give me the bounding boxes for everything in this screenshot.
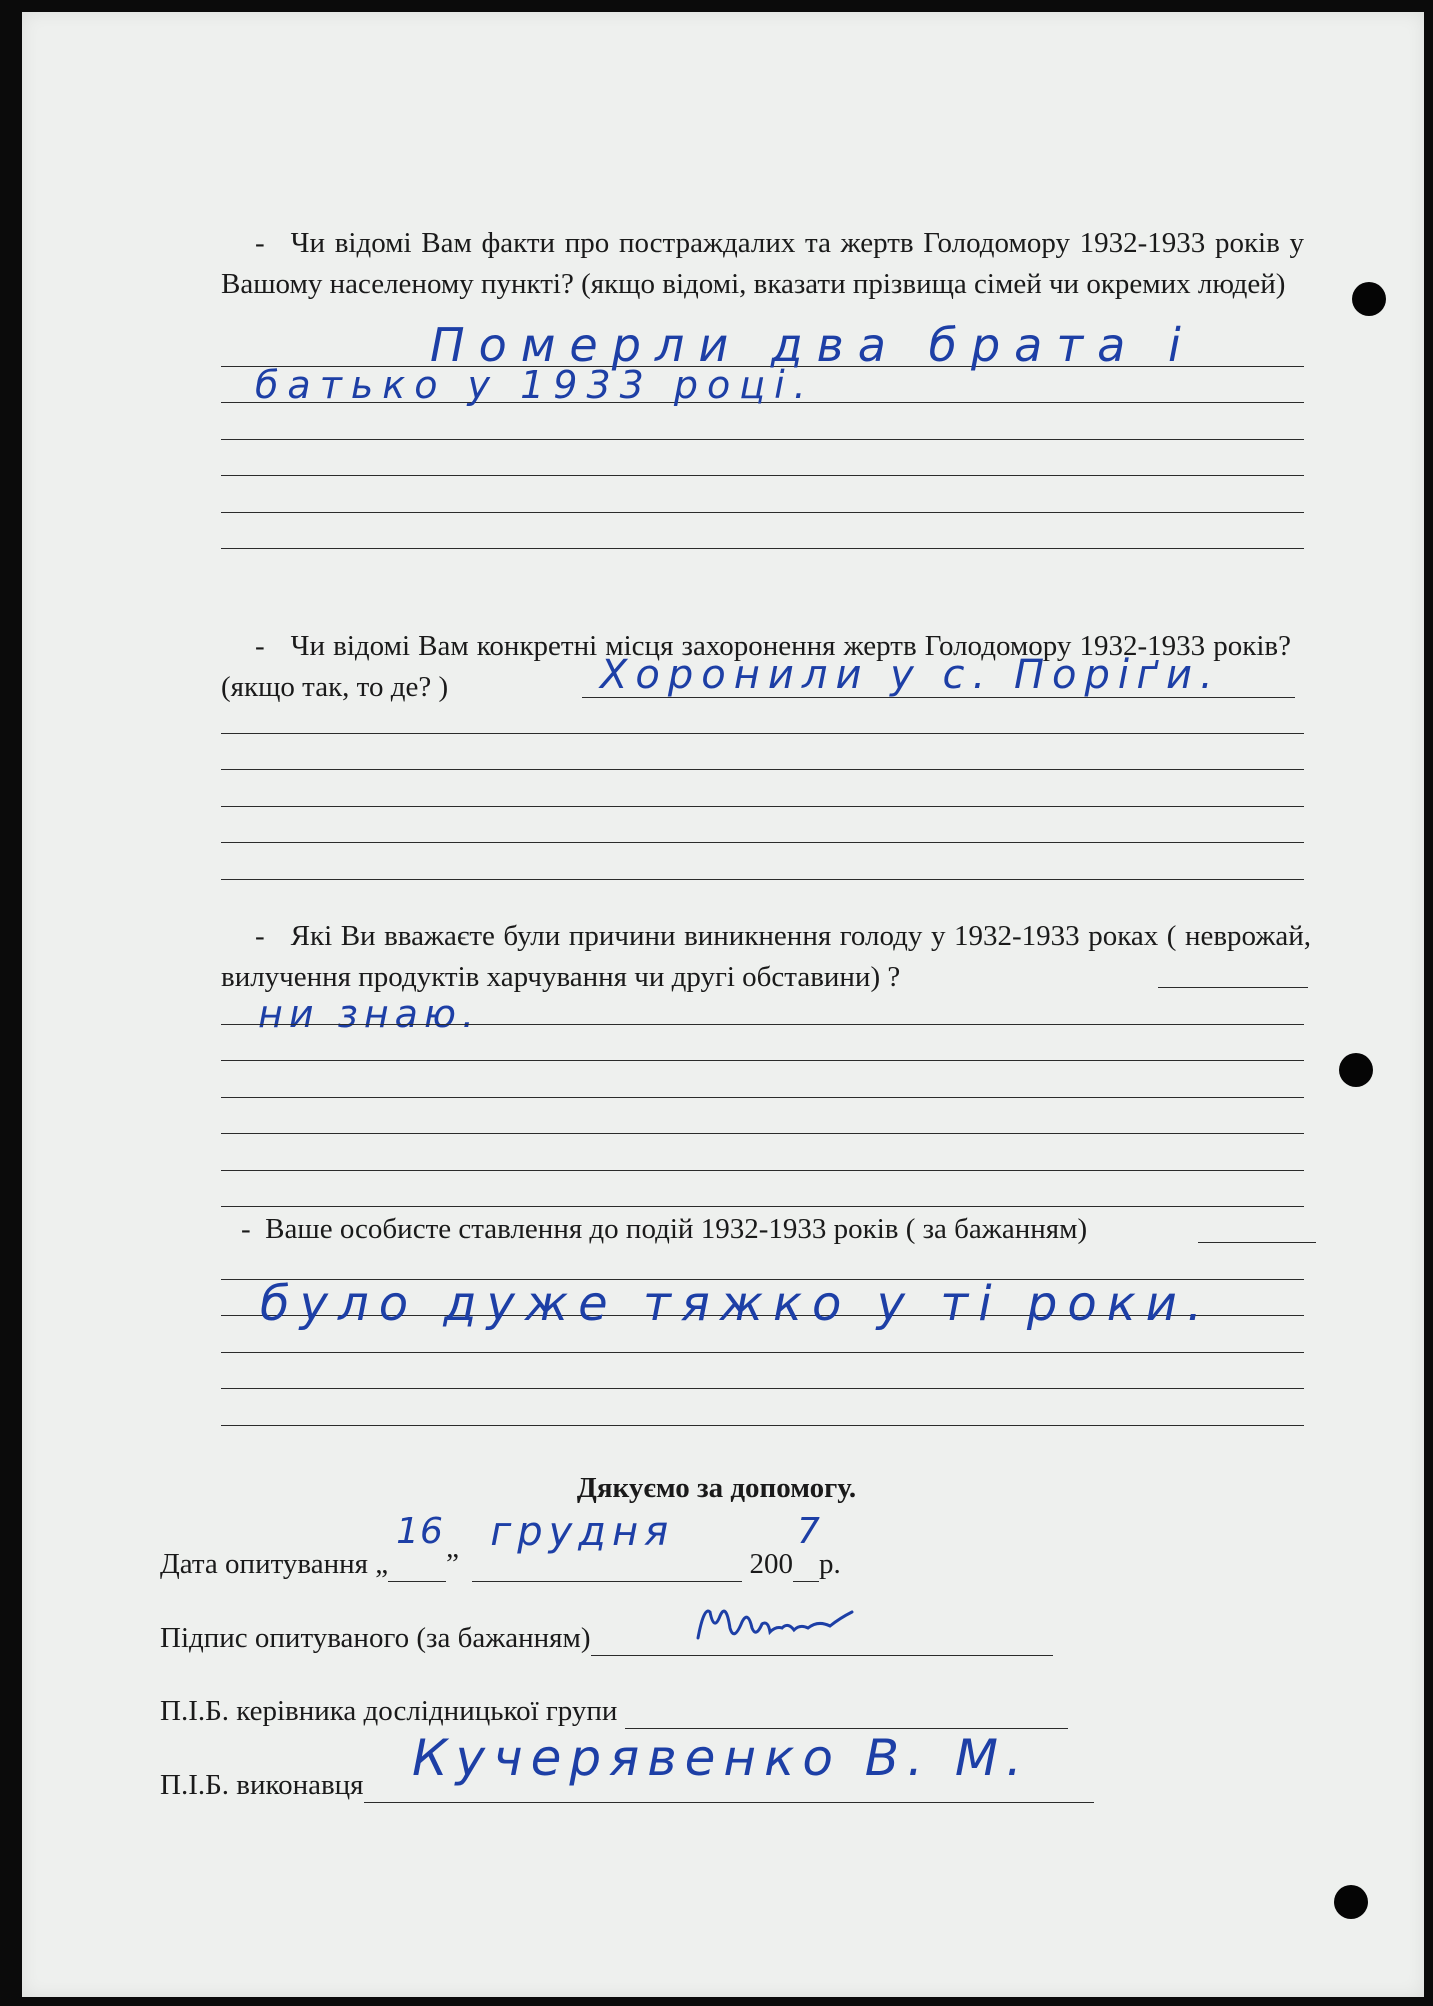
survey-date-label: Дата опитування: [160, 1548, 368, 1580]
answer-inline-line: [1198, 1242, 1316, 1243]
answer-line: [221, 733, 1304, 734]
answer-line: [221, 1388, 1304, 1389]
survey-date-day: 16: [396, 1511, 444, 1552]
question-2: - Чи відомі Вам конкретні місця захоронення жертв Голодомору 1932-1933 років? (якщо так, то де? ): [221, 630, 1291, 703]
research-leader-row: [160, 1695, 1068, 1729]
answer-line: [221, 1097, 1304, 1098]
punch-hole-top: [1352, 282, 1386, 316]
answer-line: [221, 1024, 1304, 1025]
survey-date-year-digit: 7: [796, 1511, 820, 1552]
q4-handwritten-answer: було дуже тяжко у ті роки.: [260, 1276, 1213, 1332]
answer-inline-line: [1158, 987, 1308, 988]
survey-date-day-field: [388, 1511, 446, 1582]
survey-date-month: грудня: [490, 1509, 675, 1555]
survey-date-month-field: [472, 1509, 742, 1582]
answer-line: [221, 548, 1304, 549]
question-4-text: Ваше особисте ставлення до подій 1932-1933 років ( за бажанням): [265, 1213, 1088, 1245]
q1-handwritten-answer-line1: Померли два брата і: [430, 318, 1195, 372]
answer-line: [221, 439, 1304, 440]
answer-line: [221, 1060, 1304, 1061]
respondent-signature-row: [160, 1622, 1053, 1656]
punch-hole-bottom: [1334, 1885, 1368, 1919]
question-3-text: Які Ви вважаєте були причини виникнення голоду у 1932-1933 роках ( неврожай, вилучення продуктів харчування чи другі обставини) ?: [221, 920, 1311, 993]
answer-line: [221, 879, 1304, 880]
answer-line: [221, 1352, 1304, 1353]
question-1-text: Чи відомі Вам факти про постраждалих та жертв Голодомору 1932-1933 років у Вашому населеному пункті? (якщо відомі, вказати прізвища сімей чи окремих людей): [221, 227, 1304, 300]
question-4: - Ваше особисте ставлення до подій 1932-1933 років ( за бажанням): [241, 1213, 1088, 1245]
research-leader-field: [625, 1695, 1068, 1729]
thanks-note: Дякуємо за допомогу.: [576, 1472, 857, 1504]
q1-handwritten-answer-line2: батько у 1933 році.: [255, 363, 815, 407]
answer-line: [221, 1206, 1304, 1207]
question-1: - Чи відомі Вам факти про постраждалих та жертв Голодомору 1932-1933 років у Вашому населеному пункті? (якщо відомі, вказати прізвища сімей чи окремих людей): [221, 227, 1304, 300]
answer-line: [221, 1170, 1304, 1171]
answer-line: [221, 1425, 1304, 1426]
answer-line: [221, 1133, 1304, 1134]
answer-line: [221, 769, 1304, 770]
answer-line: [221, 512, 1304, 513]
q3-handwritten-answer: ни знаю.: [258, 992, 481, 1036]
answer-line: [221, 475, 1304, 476]
punch-hole-middle: [1339, 1053, 1373, 1087]
executor-label: П.І.Б. виконавця: [160, 1769, 364, 1801]
research-leader-label: П.І.Б. керівника дослідницької групи: [160, 1695, 618, 1727]
survey-date-year-field: [793, 1511, 820, 1582]
question-2-text: Чи відомі Вам конкретні місця захоронення жертв Голодомору 1932-1933 років? (якщо так, то де? ): [221, 630, 1291, 703]
q2-handwritten-answer: Хоронили у с. Поріґи.: [600, 652, 1221, 698]
answer-line: [221, 842, 1304, 843]
executor-handwritten-name: Кучерявенко В. М.: [412, 1729, 1030, 1787]
survey-date-row: Дата опитування „ 16 ” грудня 200 7 р.: [160, 1509, 841, 1580]
respondent-signature-label: Підпис опитуваного (за бажанням): [160, 1622, 591, 1654]
answer-line: [221, 806, 1304, 807]
handwritten-signature: [690, 1598, 880, 1658]
question-3: - Які Ви вважаєте були причини виникнення голоду у 1932-1933 роках ( неврожай, вилучення продуктів харчування чи другі обставини) ?: [221, 920, 1311, 993]
